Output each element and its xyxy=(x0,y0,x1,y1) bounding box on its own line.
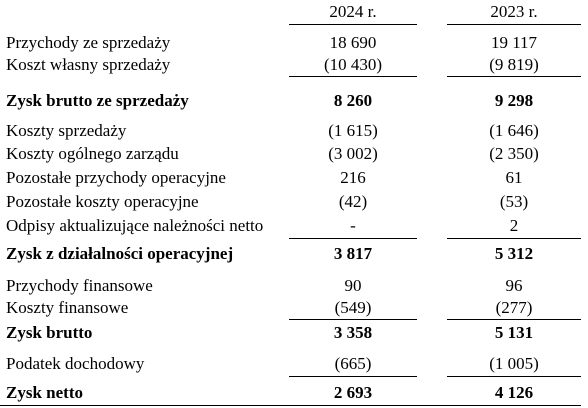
value-2024: 3 817 xyxy=(333,244,373,263)
column-header-2023: 2023 r. xyxy=(447,0,581,25)
row-label: Przychody ze sprzedaży xyxy=(6,33,171,52)
row-label: Zysk z działalności operacyjnej xyxy=(6,244,234,263)
underline-rule xyxy=(289,319,417,320)
value-2023: (1 005) xyxy=(489,354,539,373)
table-row xyxy=(0,120,588,142)
value-2023: (1 646) xyxy=(489,121,539,140)
value-2023: 9 298 xyxy=(494,91,534,110)
bottom-rule xyxy=(0,405,581,406)
row-label: Odpisy aktualizujące należności netto xyxy=(6,216,264,235)
value-2024: (10 430) xyxy=(323,55,383,74)
table-row xyxy=(0,143,588,165)
table-row xyxy=(0,275,588,297)
value-2024: 2 693 xyxy=(333,383,373,402)
row-label: Przychody finansowe xyxy=(6,276,153,295)
value-2023: (53) xyxy=(499,192,529,211)
table-row xyxy=(0,32,588,54)
table-row xyxy=(0,191,588,213)
value-2023: 4 126 xyxy=(494,383,534,402)
value-2023: 96 xyxy=(505,276,523,295)
value-2024: (665) xyxy=(334,354,372,373)
row-label: Zysk netto xyxy=(6,383,83,402)
table-row xyxy=(0,167,588,189)
row-label: Pozostałe koszty operacyjne xyxy=(6,192,199,211)
value-2024: (3 002) xyxy=(328,144,378,163)
value-2024: - xyxy=(350,216,356,235)
row-label: Zysk brutto xyxy=(6,323,93,342)
table-row xyxy=(0,353,588,375)
value-2023: 5 131 xyxy=(494,323,534,342)
underline-rule xyxy=(447,238,581,239)
value-2023: 19 117 xyxy=(490,33,538,52)
table-row xyxy=(0,215,588,237)
row-label: Pozostałe przychody operacyjne xyxy=(6,168,226,187)
value-2024: (1 615) xyxy=(328,121,378,140)
underline-rule xyxy=(289,238,417,239)
value-2024: 18 690 xyxy=(329,33,377,52)
value-2024: 216 xyxy=(340,168,366,187)
underline-rule xyxy=(289,76,417,77)
value-2023: 5 312 xyxy=(494,244,534,263)
value-2024: 3 358 xyxy=(333,323,373,342)
value-2024: (42) xyxy=(338,192,368,211)
value-2024: (549) xyxy=(334,298,372,317)
value-2023: 2 xyxy=(509,216,519,235)
table-row xyxy=(0,54,588,76)
underline-rule xyxy=(447,376,581,377)
value-2023: (277) xyxy=(495,298,533,317)
value-2024: 90 xyxy=(344,276,362,295)
table-row-total xyxy=(0,322,588,344)
row-label: Podatek dochodowy xyxy=(6,354,145,373)
row-label: Koszt własny sprzedaży xyxy=(6,55,171,74)
underline-rule xyxy=(289,376,417,377)
value-2023: (9 819) xyxy=(489,55,539,74)
table-row xyxy=(0,297,588,319)
value-2023: (2 350) xyxy=(489,144,539,163)
value-2023: 61 xyxy=(505,168,523,187)
column-header-2024: 2024 r. xyxy=(289,0,417,25)
table-row-total xyxy=(0,243,588,265)
underline-rule xyxy=(447,319,581,320)
table-row-total xyxy=(0,90,588,112)
row-label: Koszty sprzedaży xyxy=(6,121,127,140)
row-label: Zysk brutto ze sprzedaży xyxy=(6,91,189,110)
table-row-total xyxy=(0,382,588,404)
underline-rule xyxy=(447,76,581,77)
row-label: Koszty ogólnego zarządu xyxy=(6,144,179,163)
value-2024: 8 260 xyxy=(333,91,373,110)
row-label: Koszty finansowe xyxy=(6,298,129,317)
